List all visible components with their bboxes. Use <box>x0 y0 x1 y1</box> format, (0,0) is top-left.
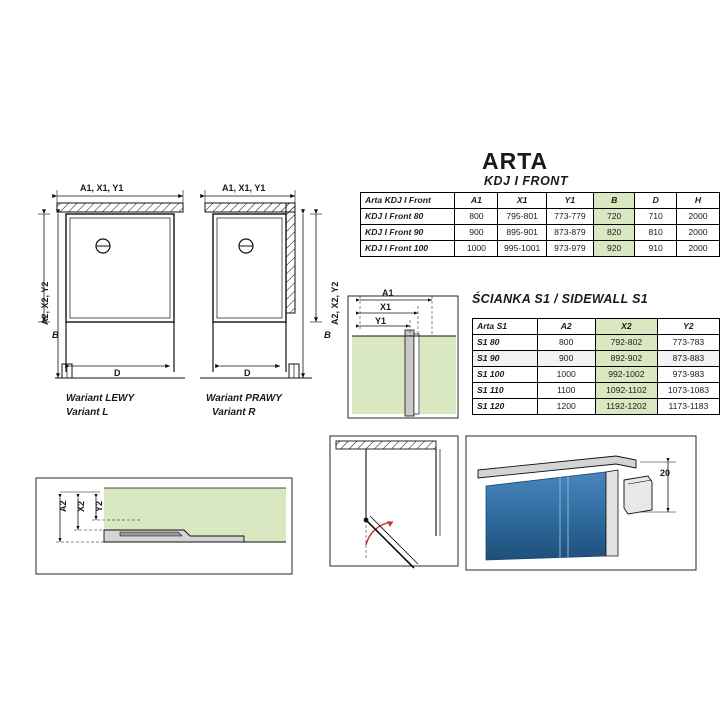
sidewall-detail-drawing <box>348 296 458 418</box>
cell-value: 1100 <box>537 383 595 399</box>
column-header: Arta S1 <box>473 319 538 335</box>
row-label: S1 90 <box>473 351 538 367</box>
cell-value: 810 <box>635 225 677 241</box>
cell-value: 720 <box>593 209 635 225</box>
label-20: 20 <box>660 468 671 478</box>
column-header: X2 <box>595 319 657 335</box>
row-label: KDJ I Front 90 <box>361 225 455 241</box>
row-label: S1 100 <box>473 367 538 383</box>
cell-value: 873-883 <box>657 351 719 367</box>
table-header-row <box>473 319 720 335</box>
table-row <box>361 209 720 225</box>
variant-left-caption-en: Variant L <box>66 407 109 418</box>
cell-value: 1000 <box>537 367 595 383</box>
label-side-right-dims: A2, X2, Y2 <box>330 281 340 325</box>
cell-value: 1192-1202 <box>595 399 657 415</box>
table-row <box>473 351 720 367</box>
page-title: ARTA <box>482 148 549 174</box>
label-a2: A2 <box>58 500 68 512</box>
cell-value: 2000 <box>676 225 719 241</box>
cell-value: 2000 <box>676 241 719 257</box>
label-x1: X1 <box>380 302 392 312</box>
label-b-left: B <box>52 330 59 341</box>
row-label: S1 80 <box>473 335 538 351</box>
sidewall-section-title: ŚCIANKA S1 / SIDEWALL S1 <box>472 292 648 306</box>
cell-value: 1092-1102 <box>595 383 657 399</box>
cell-value: 1073-1083 <box>657 383 719 399</box>
cell-value: 710 <box>635 209 677 225</box>
label-y2: Y2 <box>94 500 104 512</box>
cell-value: 873-879 <box>546 225 593 241</box>
label-x2: X2 <box>76 500 86 512</box>
cell-value: 973-983 <box>657 367 719 383</box>
cell-value: 973-979 <box>546 241 593 257</box>
cell-value: 773-783 <box>657 335 719 351</box>
label-d-left: D <box>114 368 121 378</box>
kdj-front-table <box>360 192 720 257</box>
table-row <box>473 367 720 383</box>
label-top-right-dims: A1, X1, Y1 <box>222 183 266 193</box>
cell-value: 820 <box>593 225 635 241</box>
variant-right-caption-pl: Wariant PRAWY <box>206 393 282 404</box>
table-row <box>361 241 720 257</box>
variant-left-drawing <box>38 190 185 378</box>
row-label: KDJ I Front 80 <box>361 209 455 225</box>
cell-value: 895-901 <box>498 225 547 241</box>
table-body <box>473 335 720 415</box>
table-row <box>473 399 720 415</box>
cell-value: 2000 <box>676 209 719 225</box>
label-side-left-dims: A2, X2, Y2 <box>40 281 50 325</box>
column-header: X1 <box>498 193 547 209</box>
cell-value: 900 <box>537 351 595 367</box>
cell-value: 1000 <box>455 241 498 257</box>
column-header: A1 <box>455 193 498 209</box>
label-y1: Y1 <box>375 316 387 326</box>
label-d-right: D <box>244 368 251 378</box>
page-subtitle: KDJ I FRONT <box>484 174 568 188</box>
cell-value: 892-902 <box>595 351 657 367</box>
cell-value: 795-801 <box>498 209 547 225</box>
column-header: A2 <box>537 319 595 335</box>
glass-profile-detail-drawing <box>466 436 696 570</box>
column-header: Y2 <box>657 319 719 335</box>
cell-value: 792-802 <box>595 335 657 351</box>
label-b-right: B <box>324 330 331 341</box>
table-body <box>361 209 720 257</box>
column-header: B <box>593 193 635 209</box>
row-label: KDJ I Front 100 <box>361 241 455 257</box>
column-header: Arta KDJ I Front <box>361 193 455 209</box>
cell-value: 1173-1183 <box>657 399 719 415</box>
table-row <box>473 335 720 351</box>
column-header: Y1 <box>546 193 593 209</box>
cell-value: 773-779 <box>546 209 593 225</box>
bottom-plan-detail-drawing <box>36 478 292 574</box>
cell-value: 920 <box>593 241 635 257</box>
sidewall-s1-table <box>472 318 720 415</box>
cell-value: 910 <box>635 241 677 257</box>
cell-value: 800 <box>537 335 595 351</box>
table-row <box>473 383 720 399</box>
row-label: S1 120 <box>473 399 538 415</box>
column-header: D <box>635 193 677 209</box>
table-row <box>361 225 720 241</box>
cell-value: 1200 <box>537 399 595 415</box>
variant-right-drawing <box>200 190 322 378</box>
table-header-row <box>361 193 720 209</box>
label-top-left-dims: A1, X1, Y1 <box>80 183 124 193</box>
cell-value: 900 <box>455 225 498 241</box>
row-label: S1 110 <box>473 383 538 399</box>
column-header: H <box>676 193 719 209</box>
cell-value: 800 <box>455 209 498 225</box>
cell-value: 995-1001 <box>498 241 547 257</box>
cell-value: 992-1002 <box>595 367 657 383</box>
label-a1: A1 <box>382 288 394 298</box>
door-swing-detail-drawing <box>330 436 458 568</box>
variant-left-caption-pl: Wariant LEWY <box>66 393 135 404</box>
variant-right-caption-en: Variant R <box>212 407 256 418</box>
